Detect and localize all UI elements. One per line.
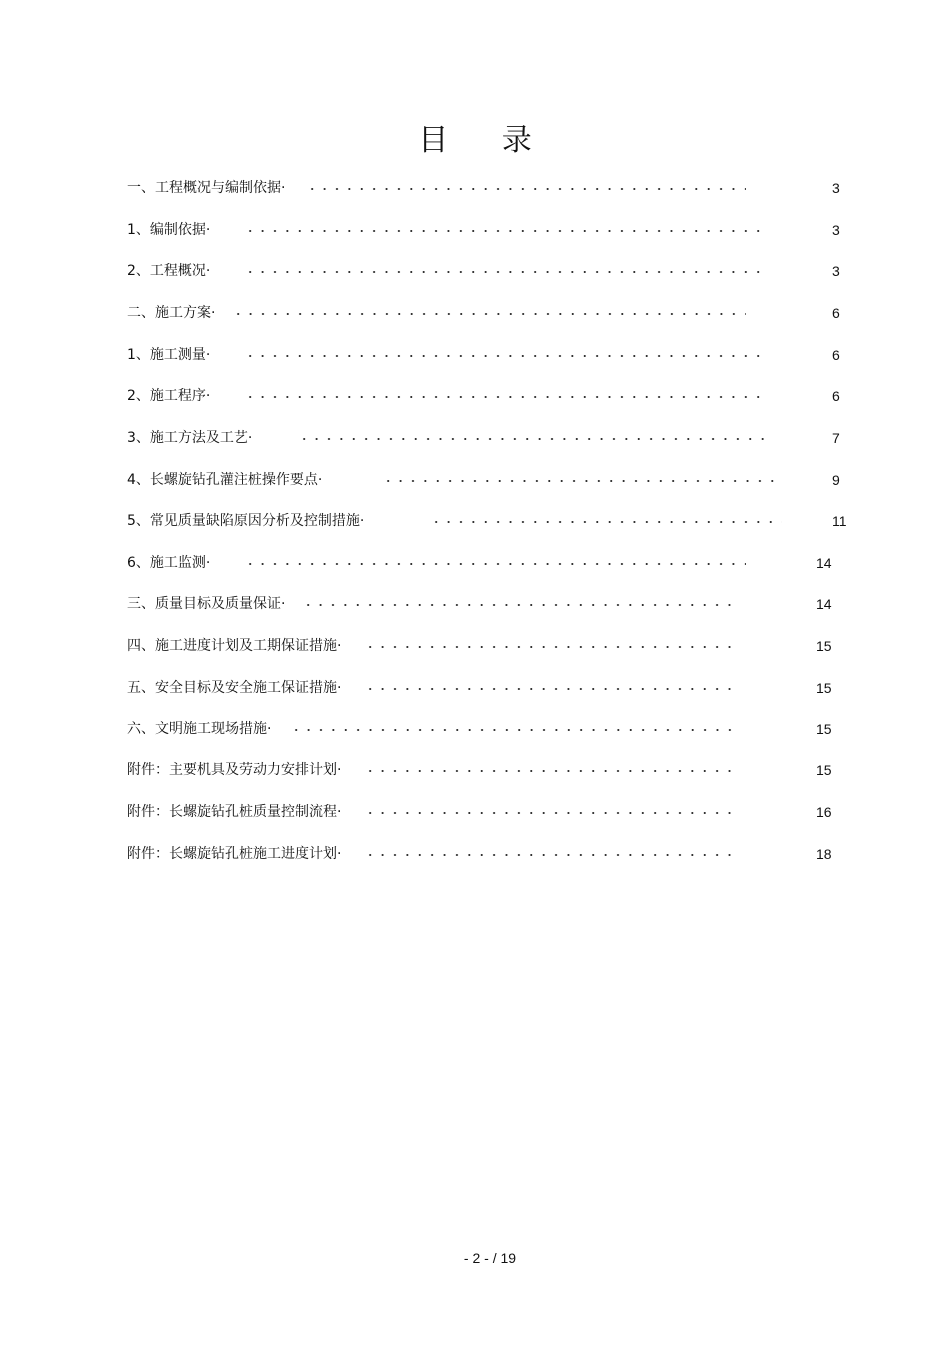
toc-entry-page: 3 xyxy=(832,222,840,238)
toc-entry-label: 1、编制依据· xyxy=(127,222,211,238)
toc-entry-label: 6、施工监测· xyxy=(127,555,211,571)
toc-entry-label: 六、文明施工现场措施· xyxy=(127,721,272,737)
toc-entry-label: 附件：长螺旋钻孔桩质量控制流程· xyxy=(127,804,342,820)
toc-entry[interactable] xyxy=(0,758,950,782)
dot-leader xyxy=(244,355,760,357)
toc-entry[interactable] xyxy=(0,676,950,700)
dot-leader xyxy=(298,438,766,440)
toc-entry[interactable] xyxy=(0,551,950,575)
dot-leader xyxy=(232,313,746,315)
toc-entry[interactable] xyxy=(0,842,950,866)
toc-entry[interactable] xyxy=(0,592,950,616)
dot-leader xyxy=(382,480,776,482)
dot-leader xyxy=(430,521,782,523)
dot-leader xyxy=(244,230,760,232)
toc-entry[interactable] xyxy=(0,301,950,325)
toc-entry-label: 3、施工方法及工艺· xyxy=(127,430,253,446)
toc-entry-page: 3 xyxy=(832,263,840,279)
dot-leader xyxy=(244,271,760,273)
toc-title: 目 录 xyxy=(418,123,554,158)
toc-entry-page: 16 xyxy=(816,804,832,820)
dot-leader xyxy=(364,812,732,814)
dot-leader xyxy=(364,646,732,648)
toc-entry-label: 1、施工测量· xyxy=(127,347,211,363)
toc-entry[interactable] xyxy=(0,343,950,367)
toc-entry[interactable] xyxy=(0,218,950,242)
dot-leader xyxy=(364,688,732,690)
toc-entry-page: 15 xyxy=(816,638,832,654)
toc-entry-page: 7 xyxy=(832,430,840,446)
toc-entry[interactable] xyxy=(0,509,950,533)
toc-entry[interactable] xyxy=(0,259,950,283)
toc-entry-label: 二、施工方案· xyxy=(127,305,216,321)
toc-entry[interactable] xyxy=(0,800,950,824)
toc-entry-page: 15 xyxy=(816,721,832,737)
toc-entry-page: 14 xyxy=(816,596,832,612)
toc-entry-page: 15 xyxy=(816,762,832,778)
toc-entry-page: 6 xyxy=(832,388,840,404)
toc-entry-label: 2、施工程序· xyxy=(127,388,211,404)
toc-entry-label: 附件：长螺旋钻孔桩施工进度计划· xyxy=(127,846,342,862)
toc-entry[interactable] xyxy=(0,634,950,658)
dot-leader xyxy=(364,770,732,772)
toc-entry-label: 4、长螺旋钻孔灌注桩操作要点· xyxy=(127,472,323,488)
toc-entry-page: 18 xyxy=(816,846,832,862)
toc-entry-label: 附件：主要机具及劳动力安排计划· xyxy=(127,762,342,778)
toc-entry-label: 三、质量目标及质量保证· xyxy=(127,596,286,612)
dot-leader xyxy=(244,396,760,398)
dot-leader xyxy=(364,854,732,856)
toc-entry-label: 2、工程概况· xyxy=(127,263,211,279)
toc-entry-page: 9 xyxy=(832,472,840,488)
toc-entry[interactable] xyxy=(0,426,950,450)
dot-leader xyxy=(244,563,746,565)
page-number-footer: - 2 - / 19 xyxy=(463,1250,517,1266)
dot-leader xyxy=(306,188,746,190)
dot-leader xyxy=(290,729,732,731)
toc-entry-page: 3 xyxy=(832,180,840,196)
toc-entry[interactable] xyxy=(0,468,950,492)
toc-entry[interactable] xyxy=(0,384,950,408)
toc-entry-label: 四、施工进度计划及工期保证措施· xyxy=(127,638,342,654)
toc-entry-page: 6 xyxy=(832,305,840,321)
toc-entry-page: 11 xyxy=(832,513,847,529)
toc-entry-label: 5、常见质量缺陷原因分析及控制措施· xyxy=(127,513,365,529)
toc-entry[interactable] xyxy=(0,176,950,200)
toc-entry[interactable] xyxy=(0,717,950,741)
toc-entry-page: 15 xyxy=(816,680,832,696)
toc-entry-page: 6 xyxy=(832,347,840,363)
toc-entry-label: 一、工程概况与编制依据· xyxy=(127,180,286,196)
toc-entry-page: 14 xyxy=(816,555,832,571)
dot-leader xyxy=(302,604,732,606)
toc-entry-label: 五、安全目标及安全施工保证措施· xyxy=(127,680,342,696)
